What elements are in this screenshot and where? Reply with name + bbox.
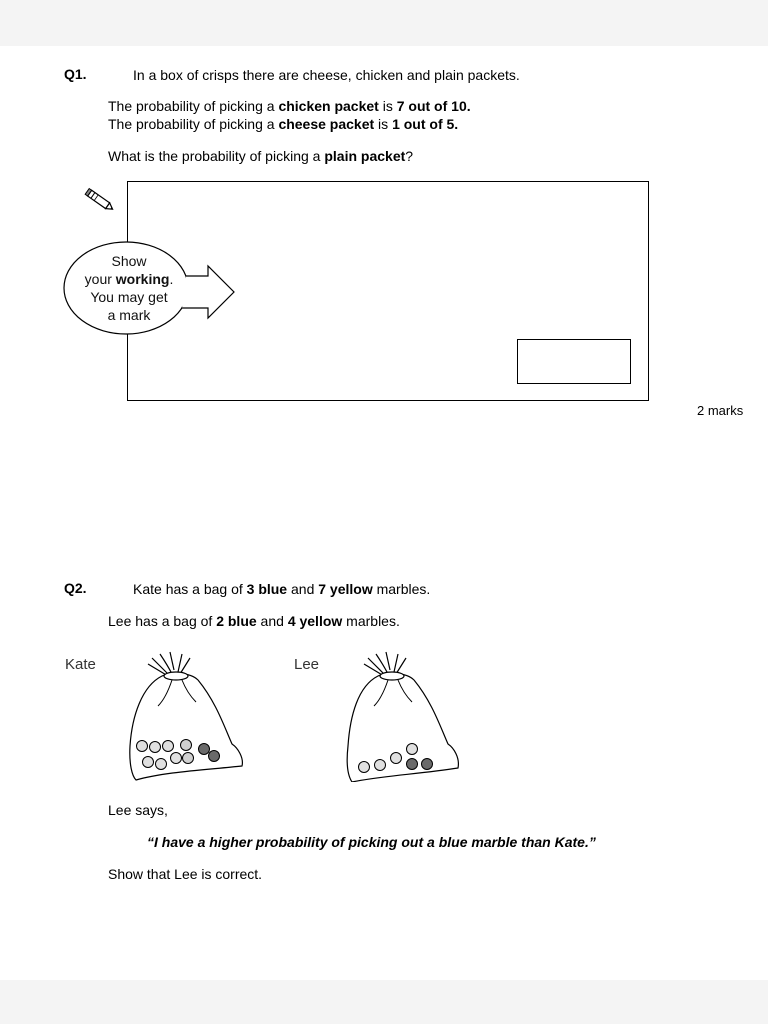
bubble-text: Show your working. You may get a mark xyxy=(84,253,174,323)
q2-number: Q2. xyxy=(64,580,87,596)
pencil-icon xyxy=(82,186,118,216)
q2-instruction: Show that Lee is correct. xyxy=(108,866,263,882)
lee-label: Lee xyxy=(294,656,320,673)
q1-intro: In a box of crisps there are cheese, chicken and plain packets. xyxy=(133,67,520,83)
kate-label: Kate xyxy=(65,656,96,673)
q2-lee-bag: Lee has a bag of 2 blue and 4 yellow marbles. xyxy=(108,613,400,629)
lee-quote: “I have a higher probability of picking out a blue marble than Kate.” xyxy=(147,834,596,850)
q1-chicken-probability: The probability of picking a chicken packet is 7 out of 10. xyxy=(108,98,471,114)
lee-says: Lee says, xyxy=(108,802,168,818)
q1-marks: 2 marks xyxy=(697,403,744,418)
kate-marble-bag-icon xyxy=(124,646,250,782)
q1-question: What is the probability of picking a plain packet? xyxy=(108,148,414,164)
q1-cheese-probability: The probability of picking a cheese packet is 1 out of 5. xyxy=(108,116,459,132)
q2-kate-bag: Kate has a bag of 3 blue and 7 yellow marbles. xyxy=(133,581,431,597)
q1-answer-box[interactable] xyxy=(517,339,631,384)
lee-marble-bag-icon xyxy=(340,646,466,782)
q1-number: Q1. xyxy=(64,66,87,82)
